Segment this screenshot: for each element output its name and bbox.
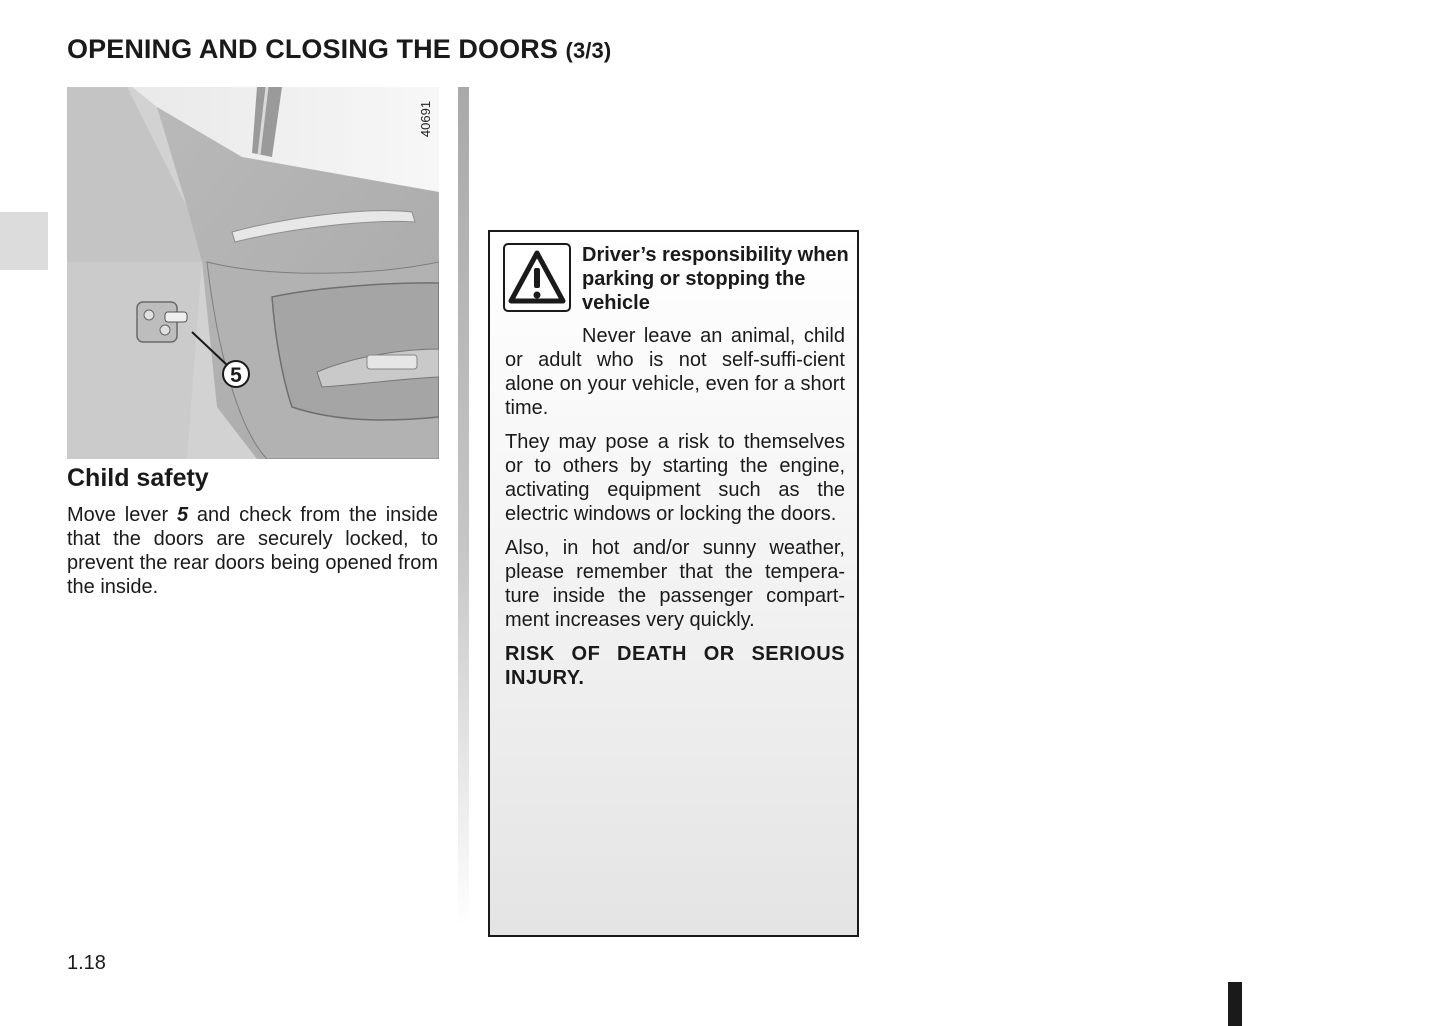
warning-box (488, 230, 859, 937)
door-illustration (67, 87, 439, 459)
figure-reference-number: 40691 (418, 100, 433, 138)
section-heading-child-safety: Child safety (67, 464, 209, 492)
page-number: 1.18 (67, 952, 106, 974)
warning-triangle-icon (503, 243, 571, 312)
column-divider (458, 87, 469, 927)
lever-reference: 5 (176, 504, 189, 526)
page-title (67, 34, 611, 65)
child-safety-text-end: and check from the inside that the doors are securely locked, to prevent the rear doors being opened from the inside. (67, 504, 438, 598)
page-part-indicator: (3/3) (565, 38, 612, 63)
warning-paragraph: They may pose a risk to themselves or to others by starting the engine, activating equipment such as the electric windows or locking the doors. (505, 431, 845, 525)
callout-label: 5 (230, 364, 242, 387)
page-edge-marker (1228, 982, 1242, 1026)
warning-title: Driver’s responsibility when parking or stopping the vehicle (582, 244, 849, 314)
child-safety-text (67, 503, 438, 599)
chapter-tab-marker (0, 212, 48, 270)
page-title-text: OPENING AND CLOSING THE DOORS (67, 34, 558, 64)
child-safety-text-start: Move lever (67, 504, 177, 526)
warning-paragraph: Also, in hot and/or sunny weather, please remember that the tempera-ture inside the passenger compart-ment increases very quickly. (505, 537, 845, 631)
warning-risk-statement: RISK OF DEATH OR SERIOUS INJURY. (505, 643, 845, 689)
warning-body (505, 324, 845, 700)
warning-paragraph: Never leave an animal, child or adult who is not self-suffi-cient alone on your vehicle, even for a short time. (505, 325, 845, 419)
door-illustration-drawing (67, 87, 439, 459)
